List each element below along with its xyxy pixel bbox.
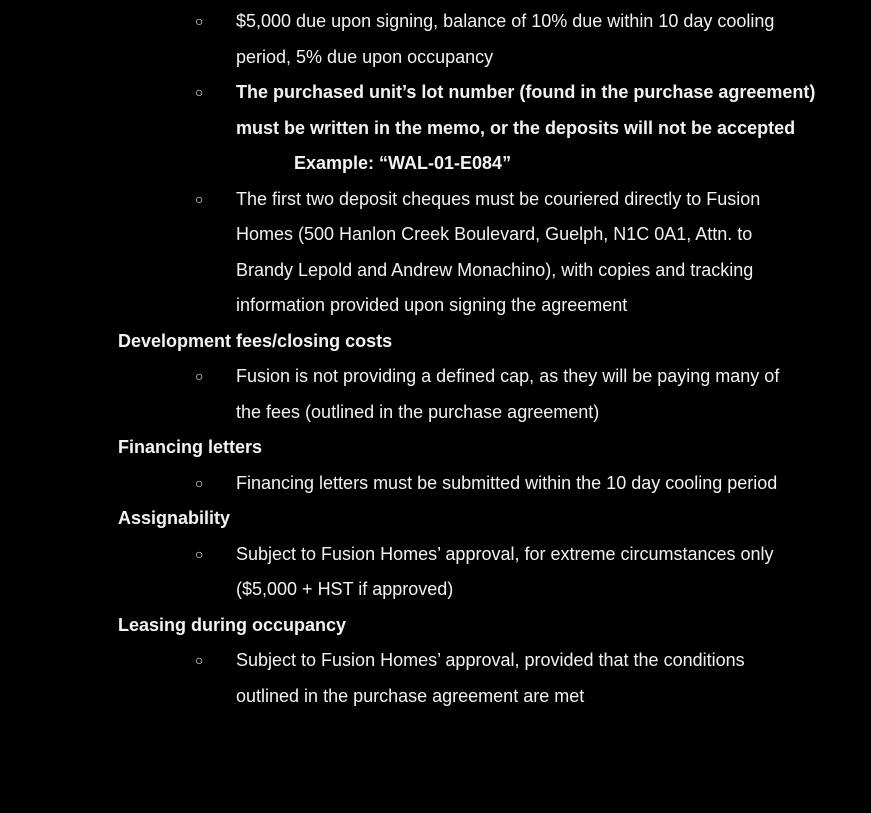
list-item-deposit-schedule — [195, 4, 846, 75]
bullet-icon: ○ — [195, 13, 204, 29]
list-item-line: outlined in the purchase agreement are met — [236, 685, 585, 706]
list-item-line: ($5,000 + HST if approved) — [236, 579, 454, 599]
bullet-icon: ○ — [195, 368, 204, 384]
list-item-line: period, 5% due upon occupancy — [236, 46, 494, 67]
list-item-line: information provided upon signing the agreement — [236, 295, 628, 315]
list-item-line: The first two deposit cheques must be couriered directly to Fusion — [236, 188, 761, 209]
list-item-lot-number — [195, 75, 846, 146]
list-item-financing-deadline — [195, 466, 846, 502]
section-heading-assignability: Assignability — [118, 508, 231, 528]
lot-number-example: Example: “WAL-01-E084” — [294, 153, 512, 173]
section-heading-financing: Financing letters — [118, 437, 263, 457]
document-page — [0, 4, 871, 714]
list-item-line: $5,000 due upon signing, balance of 10% due within 10 day cooling — [236, 11, 775, 31]
list-item-line: must be written in the memo, or the deposits will not be accepted — [236, 117, 796, 138]
bullet-icon: ○ — [195, 190, 204, 207]
list-item-fees-cap — [195, 359, 846, 430]
bullet-icon: ○ — [195, 545, 204, 562]
bullet-icon: ○ — [195, 652, 204, 668]
list-item-line: Financing letters must be submitted within the 10 day cooling period — [236, 472, 778, 493]
list-item-line: Brandy Lepold and Andrew Monachino), with copies and tracking — [236, 259, 754, 280]
list-item-line: Homes (500 Hanlon Creek Boulevard, Guelph, N1C 0A1, Attn. to — [236, 224, 753, 244]
list-item-assignability-terms — [195, 537, 846, 608]
section-heading-leasing: Leasing during occupancy — [118, 614, 347, 635]
bullet-icon: ○ — [195, 474, 204, 491]
bullet-icon: ○ — [195, 84, 204, 100]
list-item-line: the fees (outlined in the purchase agreement) — [236, 401, 600, 422]
list-item-line: Fusion is not providing a defined cap, as they will be paying many of — [236, 366, 780, 386]
list-item-line: The purchased unit’s lot number (found in the purchase agreement) — [236, 82, 816, 102]
list-item-cheque-courier — [195, 182, 846, 324]
list-item-line: Subject to Fusion Homes’ approval, provided that the conditions — [236, 650, 745, 670]
list-item-line: Subject to Fusion Homes’ approval, for extreme circumstances only — [236, 543, 774, 564]
section-heading-development-fees: Development fees/closing costs — [118, 330, 393, 351]
list-item-leasing-terms — [195, 643, 846, 714]
